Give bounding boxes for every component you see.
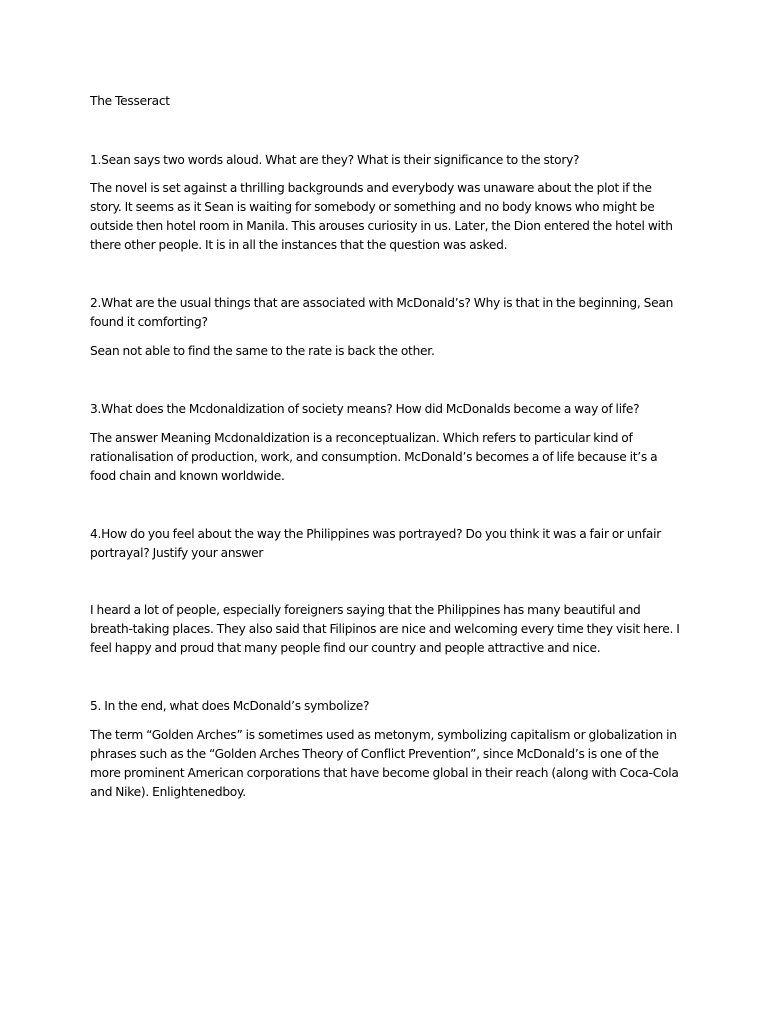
- answer-1: The novel is set against a thrilling backgrounds and everybody was unaware about the plot if the story. It seems as it Sean is waiting for somebody or something and no body knows who might be outside then hotel room in Manila. This arouses curiosity in us. Later, the Dion entered the hotel with there other people. It is in all the instances that the question was asked.: [90, 181, 673, 252]
- question-2: 2.What are the usual things that are associated with McDonald’s? Why is that in the beginning, Sean found it comforting?: [90, 296, 674, 329]
- answer-2: Sean not able to find the same to the rate is back the other.: [90, 344, 435, 358]
- answer-3: The answer Meaning Mcdonaldization is a reconceptualizan. Which refers to particular kind of rationalisation of production, work, and consumption. McDonald’s becomes a of life because it’s a food chain and known worldwide.: [90, 431, 658, 483]
- question-4: 4.How do you feel about the way the Philippines was portrayed? Do you think it was a fair or unfair portrayal? Justify your answer: [90, 527, 662, 560]
- answer-5: The term “Golden Arches” is sometimes used as metonym, symbolizing capitalism or globalization in phrases such as the “Golden Arches Theory of Conflict Prevention”, since McDonald’s is one of the more prominent American corporations that have become global in their reach (along with Coca-Cola and Nike). Enlightenedboy.: [90, 728, 679, 799]
- document-title: The Tesseract: [90, 94, 170, 108]
- question-5: 5. In the end, what does McDonald’s symbolize?: [90, 699, 370, 713]
- question-1: 1.Sean says two words aloud. What are they? What is their significance to the story?: [90, 153, 580, 167]
- question-3: 3.What does the Mcdonaldization of society means? How did McDonalds become a way of life?: [90, 402, 640, 416]
- answer-4: I heard a lot of people, especially foreigners saying that the Philippines has many beautiful and breath-taking places. They also said that Filipinos are nice and welcoming every time they visit here. I feel happy and proud that many people find our country and people attractive and nice.: [90, 603, 680, 655]
